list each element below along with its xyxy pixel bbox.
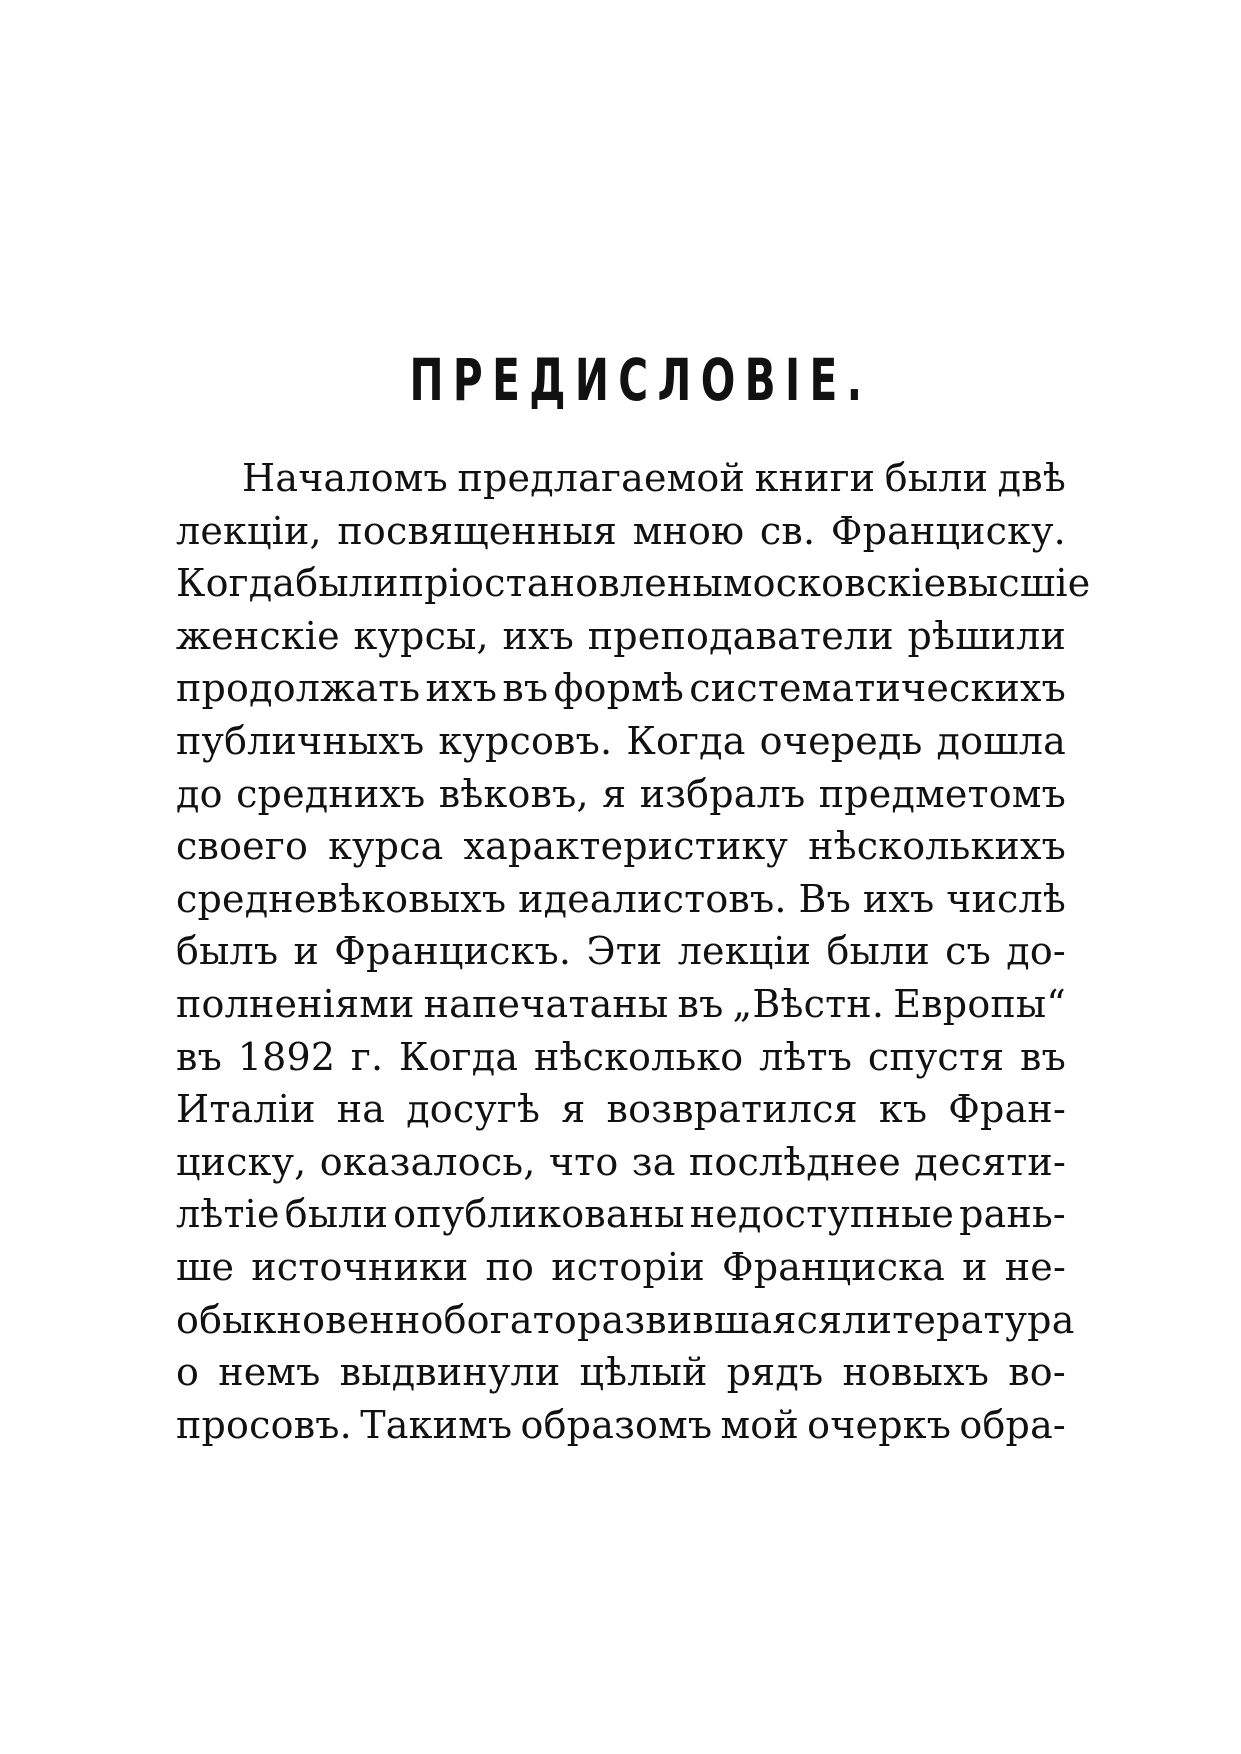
- word: г.: [350, 1034, 384, 1079]
- word: Началомъ: [242, 456, 448, 500]
- word: десяти-: [914, 1139, 1066, 1184]
- word: вѣковъ,: [438, 771, 589, 816]
- word: посвященныя: [337, 508, 618, 553]
- word: въ: [677, 981, 724, 1026]
- word: нѣсколько: [533, 1034, 744, 1079]
- word: ше: [176, 1244, 235, 1289]
- word: досугѣ: [406, 1087, 541, 1132]
- word: высшіе: [946, 561, 1091, 606]
- word: были: [295, 561, 399, 606]
- word: до: [176, 771, 223, 816]
- word: св.: [759, 508, 816, 553]
- text-line: [176, 610, 1066, 663]
- word: Франциску.: [830, 508, 1066, 553]
- word: курсовъ.: [438, 718, 613, 763]
- word: предметомъ: [818, 771, 1066, 816]
- word: публичныхъ: [176, 718, 425, 763]
- word: формѣ: [553, 666, 684, 711]
- word: немъ: [218, 1350, 321, 1395]
- word: выдвинули: [339, 1350, 561, 1395]
- word: въ: [502, 666, 549, 711]
- word: развившаяся: [577, 1297, 843, 1342]
- word: дошла: [936, 718, 1066, 763]
- word: Въ: [798, 876, 852, 921]
- word: циску,: [176, 1139, 307, 1184]
- text-line: [176, 557, 1091, 610]
- word: Когда: [176, 561, 296, 606]
- word: рядъ: [726, 1350, 824, 1395]
- word: Когда: [626, 718, 746, 763]
- word: 1892: [237, 1034, 336, 1079]
- preface-paragraph: [176, 452, 1091, 1451]
- word: пріостановлены: [398, 561, 723, 606]
- word: лѣтіе: [176, 1192, 280, 1237]
- word: литература: [842, 1297, 1075, 1342]
- text-line: [176, 978, 1066, 1031]
- text-line: [176, 1031, 1066, 1084]
- word: во-: [1008, 1350, 1066, 1395]
- word: просовъ.: [176, 1402, 352, 1447]
- word: средневѣковыхъ: [176, 876, 507, 921]
- page-title: ПРЕДИСЛОВІЕ.: [409, 346, 872, 414]
- word: къ: [878, 1087, 928, 1132]
- word: систематическихъ: [689, 666, 1066, 711]
- text-line: [176, 452, 1066, 505]
- word: ихъ: [862, 876, 935, 921]
- word: былъ: [176, 929, 279, 974]
- word: Францискъ.: [334, 929, 572, 974]
- word: „Вѣстн.: [732, 981, 885, 1026]
- word: источники: [251, 1244, 469, 1289]
- word: не-: [1004, 1244, 1066, 1289]
- word: Эти: [586, 929, 663, 974]
- word: Фран-: [948, 1087, 1066, 1132]
- word: были: [826, 929, 930, 974]
- word: рань-: [959, 1192, 1066, 1237]
- text-line: [176, 1241, 1066, 1294]
- word: я: [602, 771, 627, 816]
- word: Когда: [399, 1034, 519, 1079]
- text-line: [176, 1188, 1066, 1241]
- word: мною: [632, 508, 745, 553]
- word: обра-: [959, 1402, 1066, 1447]
- word: курса: [328, 824, 444, 869]
- word: очередь: [759, 718, 923, 763]
- text-line: [176, 768, 1066, 821]
- text-line: [176, 1083, 1066, 1136]
- word: образомъ: [520, 1402, 713, 1447]
- word: мой: [720, 1402, 799, 1447]
- word: лекціи,: [176, 508, 322, 553]
- word: напечатаны: [423, 981, 669, 1026]
- text-line: [176, 1399, 1066, 1452]
- word: лекціи: [677, 929, 812, 974]
- word: на: [336, 1087, 386, 1132]
- word: очеркъ: [807, 1402, 952, 1447]
- word: спустя: [867, 1034, 1005, 1079]
- word: въ: [1020, 1034, 1066, 1079]
- word: Такимъ: [360, 1402, 513, 1447]
- text-line: [176, 505, 1066, 558]
- word: обыкновенно: [176, 1297, 444, 1342]
- text-line: [176, 1136, 1066, 1189]
- word: полненіями: [176, 981, 415, 1026]
- word: новыхъ: [842, 1350, 990, 1395]
- word: и: [293, 929, 320, 974]
- text-line: [176, 662, 1066, 715]
- word: ихъ: [425, 666, 498, 711]
- word: исторіи: [551, 1244, 705, 1289]
- word: характеристику: [463, 824, 789, 869]
- word: избралъ: [639, 771, 806, 816]
- word: были: [884, 456, 989, 500]
- word: курсы,: [353, 613, 489, 658]
- word: въ: [176, 1034, 222, 1079]
- word: я: [561, 1087, 586, 1132]
- text-line: [176, 715, 1066, 768]
- word: Франциска: [721, 1244, 946, 1289]
- word: цѣлый: [579, 1350, 708, 1395]
- word: продолжать: [176, 666, 421, 711]
- word: по: [485, 1244, 535, 1289]
- word: оказалось,: [319, 1139, 536, 1184]
- word: до-: [1006, 929, 1066, 974]
- word: числѣ: [946, 876, 1066, 921]
- word: идеалистовъ.: [518, 876, 787, 921]
- text-line: [176, 1346, 1066, 1399]
- word: среднихъ: [236, 771, 426, 816]
- word: книги: [754, 456, 876, 500]
- word: лѣтъ: [759, 1034, 853, 1079]
- word: за: [631, 1139, 676, 1184]
- text-line: [176, 873, 1066, 926]
- word: богато: [443, 1297, 577, 1342]
- word: что: [548, 1139, 619, 1184]
- word: преподаватели: [587, 613, 894, 658]
- word: возвратился: [606, 1087, 858, 1132]
- word: недоступные: [689, 1192, 955, 1237]
- word: о: [176, 1350, 200, 1395]
- word: женскіе: [176, 613, 340, 658]
- word: московскіе: [722, 561, 947, 606]
- word: опубликованы: [393, 1192, 685, 1237]
- word: ихъ: [502, 613, 575, 658]
- word: съ: [945, 929, 991, 974]
- word: Италіи: [176, 1087, 316, 1132]
- word: двѣ: [997, 456, 1066, 500]
- word: Европы“: [893, 981, 1066, 1026]
- word: предлагаемой: [457, 456, 746, 500]
- word: своего: [176, 824, 309, 869]
- word: и: [962, 1244, 988, 1289]
- word: были: [284, 1192, 389, 1237]
- text-line: [176, 820, 1066, 873]
- text-line: [176, 1294, 1075, 1347]
- word: нѣсколькихъ: [808, 824, 1066, 869]
- word: послѣднее: [688, 1139, 901, 1184]
- text-line: [176, 925, 1066, 978]
- word: рѣшили: [907, 613, 1066, 658]
